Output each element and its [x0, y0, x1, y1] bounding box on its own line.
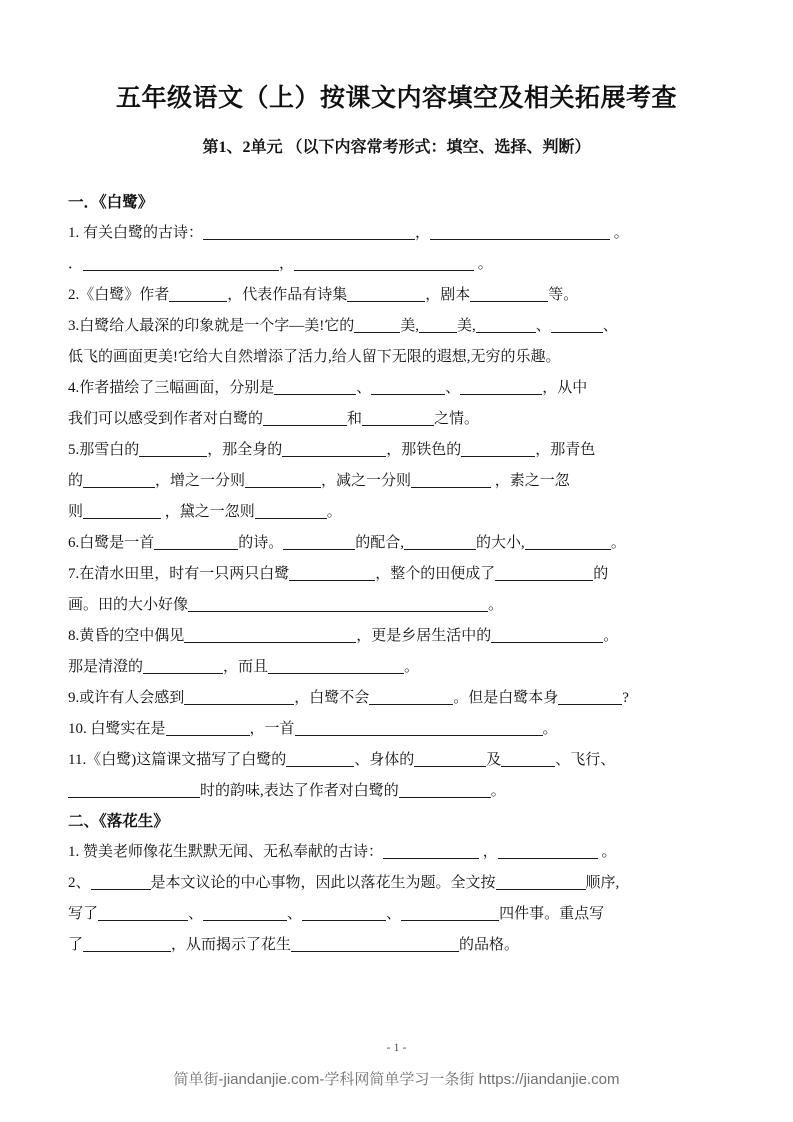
- question-text: ，一首: [249, 721, 295, 737]
- answer-blank[interactable]: [91, 876, 151, 890]
- answer-blank[interactable]: [83, 474, 155, 488]
- question-text: 、: [535, 318, 551, 334]
- question-text: ，那青色: [535, 442, 596, 458]
- answer-blank[interactable]: [295, 722, 543, 736]
- answer-blank[interactable]: [154, 536, 238, 550]
- question-text: ，黛之一忽则: [161, 504, 255, 520]
- answer-blank[interactable]: [98, 907, 188, 921]
- answer-blank[interactable]: [143, 660, 223, 674]
- question-text: 美,: [457, 318, 476, 334]
- question-text: 。: [474, 256, 493, 272]
- question-text: 2.《白鹭》作者: [68, 287, 170, 303]
- answer-blank[interactable]: [203, 226, 415, 240]
- answer-blank[interactable]: [501, 753, 555, 767]
- question-text: ?: [622, 690, 629, 706]
- answer-blank[interactable]: [491, 629, 603, 643]
- question-text: 8.黄昏的空中偶见: [68, 628, 185, 644]
- answer-blank[interactable]: [139, 443, 207, 457]
- answer-blank[interactable]: [268, 660, 404, 674]
- answer-blank[interactable]: [203, 907, 287, 921]
- answer-blank[interactable]: [289, 567, 375, 581]
- question-line: [68, 899, 716, 930]
- question-text: 我们可以感受到作者对白鹭的: [68, 411, 264, 427]
- question-line: [68, 280, 716, 311]
- page-title: 五年级语文（上）按课文内容填空及相关拓展考查: [115, 85, 677, 112]
- question-text: 1. 赞美老师像花生默默无闻、无私奉献的古诗：: [68, 844, 384, 860]
- answer-blank[interactable]: [166, 722, 250, 736]
- question-line: [68, 342, 716, 373]
- answer-blank[interactable]: [460, 381, 542, 395]
- question-text: 写了: [68, 906, 99, 922]
- question-text: ，从中: [542, 380, 588, 396]
- question-text: 6.白鹭是一首: [68, 535, 155, 551]
- question-text: 那是清澄的: [68, 659, 144, 675]
- question-text: 、身体的: [354, 752, 415, 768]
- question-text: 5.那雪白的: [68, 442, 140, 458]
- question-text: 是本文议论的中心事物，因此以落花生为题。全文按: [150, 875, 496, 891]
- answer-blank[interactable]: [461, 443, 535, 457]
- answer-blank[interactable]: [558, 691, 622, 705]
- answer-blank[interactable]: [525, 536, 611, 550]
- question-text: 的品格。: [459, 937, 520, 953]
- footer-site-credit: 简单街-jiandanjie.com-学科网简单学习一条街 https://jiandanjie.com: [173, 1071, 620, 1088]
- question-line: [68, 683, 716, 714]
- question-text: 的: [68, 473, 84, 489]
- answer-blank[interactable]: [282, 443, 386, 457]
- question-text: ，代表作品有诗集: [227, 287, 348, 303]
- question-text: ，更是乡居生活中的: [356, 628, 492, 644]
- answer-blank[interactable]: [470, 288, 548, 302]
- answer-blank[interactable]: [188, 598, 488, 612]
- answer-blank[interactable]: [169, 288, 227, 302]
- answer-blank[interactable]: [286, 753, 354, 767]
- question-text: ，: [279, 256, 295, 272]
- question-text: ，增之一分则: [155, 473, 246, 489]
- answer-blank[interactable]: [354, 319, 400, 333]
- answer-blank[interactable]: [274, 381, 356, 395]
- answer-blank[interactable]: [291, 938, 459, 952]
- document-body: [68, 188, 716, 961]
- question-text: ，: [479, 844, 498, 860]
- answer-blank[interactable]: [263, 412, 347, 426]
- answer-blank[interactable]: [430, 226, 610, 240]
- question-text: 。: [490, 783, 506, 799]
- question-text: 和: [347, 411, 363, 427]
- question-text: ，整个的田便成了: [375, 566, 496, 582]
- question-line: [68, 837, 716, 868]
- question-line: [68, 930, 716, 961]
- question-text: 低飞的画面更美!它给大自然增添了活力,给人留下无限的遐想,无穷的乐趣。: [68, 349, 561, 365]
- answer-blank[interactable]: [255, 505, 327, 519]
- question-text: 11.《白鹭)这篇课文描写了白鹭的: [68, 752, 287, 768]
- question-line: [68, 218, 716, 249]
- question-text: 、: [445, 380, 461, 396]
- answer-blank[interactable]: [399, 784, 491, 798]
- answer-blank[interactable]: [283, 536, 355, 550]
- question-text: 等。: [548, 287, 579, 303]
- question-line: [68, 559, 716, 590]
- page-subtitle: 第1、2单元 （以下内容常考形式：填空、选择、判断）: [202, 139, 591, 156]
- question-text: 、: [602, 318, 618, 334]
- answer-blank[interactable]: [401, 907, 499, 921]
- question-line: [68, 745, 716, 776]
- question-text: 9.或许有人会感到: [68, 690, 185, 706]
- question-line: [68, 435, 716, 466]
- question-text: ，素之一忽: [491, 473, 570, 489]
- question-line: [68, 590, 716, 621]
- question-text: ，: [415, 225, 431, 241]
- question-text: ，从而揭示了花生: [171, 937, 292, 953]
- footer-page-number: - 1 -: [386, 1040, 407, 1054]
- question-text: ，而且: [223, 659, 269, 675]
- question-text: 。: [610, 225, 629, 241]
- question-text: 。: [326, 504, 342, 520]
- question-line: [68, 466, 716, 497]
- question-line: [68, 621, 716, 652]
- question-line: [68, 868, 716, 899]
- answer-blank[interactable]: [68, 784, 200, 798]
- question-text: 4.作者描绘了三幅画面，分别是: [68, 380, 275, 396]
- question-text: 及: [486, 752, 502, 768]
- answer-blank[interactable]: [419, 319, 457, 333]
- question-text: 美,: [400, 318, 420, 334]
- answer-blank[interactable]: [496, 876, 586, 890]
- question-line: [68, 714, 716, 745]
- question-text: 的配合,: [355, 535, 405, 551]
- question-line: [68, 497, 716, 528]
- question-text: 、: [356, 380, 372, 396]
- answer-blank[interactable]: [371, 381, 445, 395]
- question-line: [68, 652, 716, 683]
- question-text: 。: [404, 659, 420, 675]
- answer-blank[interactable]: [184, 629, 356, 643]
- question-text: 。: [542, 721, 558, 737]
- question-text: 之情。: [434, 411, 480, 427]
- question-text: 画。田的大小好像: [68, 597, 189, 613]
- question-text: 。: [603, 628, 619, 644]
- answer-blank[interactable]: [347, 288, 425, 302]
- question-text: 。但是白鹭本身: [453, 690, 559, 706]
- question-line: [68, 528, 716, 559]
- answer-blank[interactable]: [498, 845, 598, 859]
- section-heading: 一．《白鹭》: [68, 194, 154, 211]
- answer-blank[interactable]: [294, 257, 474, 271]
- question-text: 的诗。: [238, 535, 284, 551]
- question-line: [68, 373, 716, 404]
- answer-blank[interactable]: [476, 319, 536, 333]
- answer-blank[interactable]: [383, 845, 479, 859]
- answer-blank[interactable]: [302, 907, 386, 921]
- answer-blank[interactable]: [83, 257, 279, 271]
- answer-blank[interactable]: [362, 412, 434, 426]
- question-text: 顺序,: [585, 875, 620, 891]
- question-text: 的: [593, 566, 609, 582]
- question-text: 7.在清水田里，时有一只两只白鹭: [68, 566, 290, 582]
- question-text: ，剧本: [425, 287, 471, 303]
- question-text: ，那全身的: [207, 442, 283, 458]
- answer-blank[interactable]: [184, 691, 294, 705]
- answer-blank[interactable]: [411, 474, 491, 488]
- answer-blank[interactable]: [551, 319, 603, 333]
- question-text: 1. 有关白鹭的古诗：: [68, 225, 204, 241]
- question-text: 3.白鹭给人最深的印象就是一个字—美!它的: [68, 318, 355, 334]
- question-line: [68, 311, 716, 342]
- answer-blank[interactable]: [245, 474, 321, 488]
- question-text: 2、: [68, 875, 91, 891]
- answer-blank[interactable]: [404, 536, 476, 550]
- question-text: 的大小,: [476, 535, 525, 551]
- question-text: 、: [386, 906, 402, 922]
- question-text: 四件事。重点写: [499, 906, 605, 922]
- question-text: ．: [68, 256, 84, 272]
- question-text: 、飞行、: [555, 752, 616, 768]
- question-text: ，减之一分则: [321, 473, 412, 489]
- question-text: 、: [188, 906, 204, 922]
- question-text: ，那铁色的: [386, 442, 462, 458]
- question-text: 10. 白鹭实在是: [68, 721, 166, 737]
- question-line: [68, 776, 716, 807]
- answer-blank[interactable]: [495, 567, 593, 581]
- question-line: [68, 249, 716, 280]
- answer-blank[interactable]: [414, 753, 486, 767]
- question-text: 了: [68, 937, 84, 953]
- answer-blank[interactable]: [83, 505, 161, 519]
- question-text: 。: [610, 535, 626, 551]
- question-text: 。: [597, 844, 617, 860]
- answer-blank[interactable]: [83, 938, 171, 952]
- question-text: 。: [488, 597, 504, 613]
- question-text: 时的韵味,表达了作者对白鹭的: [200, 783, 399, 799]
- question-text: 、: [287, 906, 303, 922]
- answer-blank[interactable]: [369, 691, 453, 705]
- section-heading: 二、《落花生》: [68, 813, 169, 830]
- question-line: [68, 404, 716, 435]
- question-text: ，白鹭不会: [294, 690, 370, 706]
- question-text: 则: [68, 504, 84, 520]
